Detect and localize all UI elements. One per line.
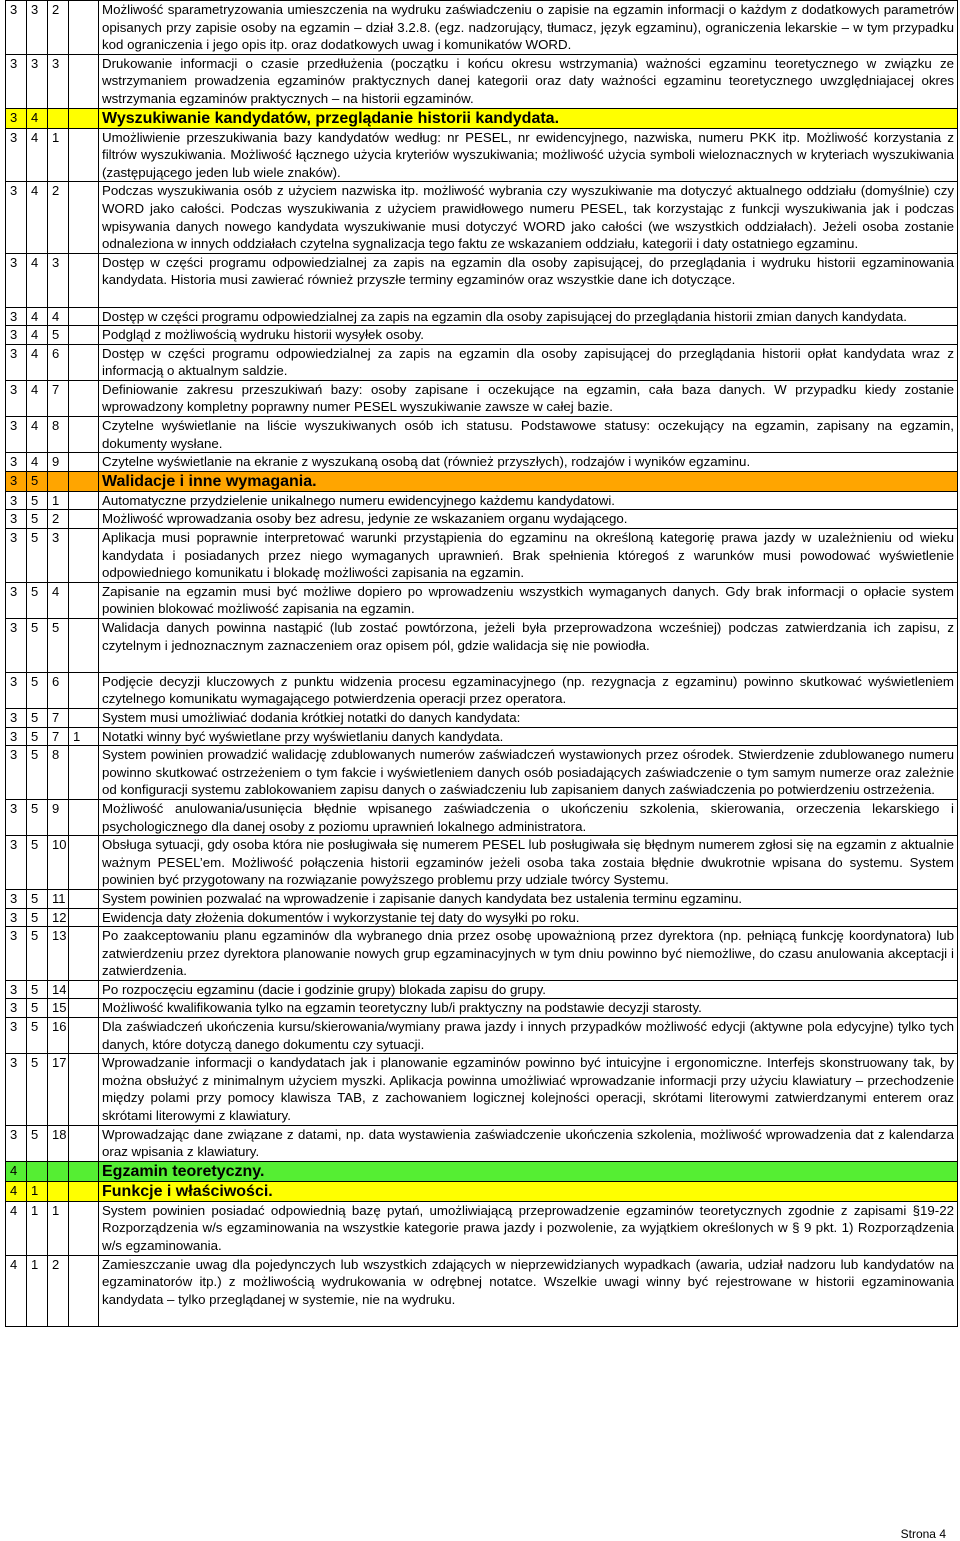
requirement-text: System powinien posiadać odpowiednią bazę pytań, umożliwiającą przeprowadzenie egzaminów teoretycznych zgodnie z zapisami §19-22 Rozporządzenia w/s egzaminowania na wszystkie kategorie prawa jazdy i pozwolenie, za wyjątkiem określonych w § 9 pkt. 1) Rozporządzenia w/s egzaminowania. [102, 1202, 954, 1253]
section-number-d [69, 1125, 99, 1161]
section-number-b: 5 [27, 672, 48, 708]
section-number-c: 9 [48, 453, 69, 472]
requirement-text: Podjęcie decyzji kluczowych z punktu widzenia procesu egzaminacyjnego (np. rezygnacja z egzaminu) powinno skutkować wyświetleniem czytelnego komunikatu wymagającego potwierdzenia operacji przez operatora. [102, 673, 954, 707]
spacer [102, 654, 954, 672]
section-number-d [69, 529, 99, 583]
requirement-text: System powinien prowadzić walidację zdublowanych numerów zaświadczeń wystawionych przez ośrodek. Stwierdzenie zdublowanego numeru powinno skutkować ostrzeżeniem o tym fakcie i wyświetleniem danych osób posiadających zaświadczenie o tym samym numerze oraz zależnie od konfiguracji systemu zablokowaniem zapisu danych o zaświadczeniu lub zapisaniem danych zaświadczenia po potwierdzeniu ostrzeżenia. [102, 747, 954, 798]
section-number-b: 4 [27, 344, 48, 380]
section-number-c: 1 [48, 128, 69, 182]
section-number-d [69, 1201, 99, 1255]
section-number-d [69, 1054, 99, 1125]
section-heading-row [6, 108, 958, 128]
section-number-b: 1 [27, 1181, 48, 1201]
table-row [6, 582, 958, 618]
section-number-c: 6 [48, 344, 69, 380]
section-number-b: 5 [27, 1054, 48, 1125]
section-number-d [69, 380, 99, 416]
section-number-d [69, 619, 99, 673]
section-number-b: 5 [27, 529, 48, 583]
requirement-text: Walidacja danych powinna nastąpić (lub zostać powtórzona, jeżeli była przeprowadzona wcześniej) podczas zatwierdzania ich zapisu, z czytelnym i jednoznacznym zaznaczeniem oraz opisem pól, gdzie walidacja się nie powiodła. [102, 620, 954, 653]
requirement-cell [99, 307, 958, 326]
section-number-c: 3 [48, 253, 69, 307]
section-number-b: 1 [27, 1255, 48, 1326]
section-number-d [69, 1018, 99, 1054]
section-number-a: 3 [6, 417, 27, 453]
section-heading-row [6, 471, 958, 491]
section-number-d [69, 708, 99, 727]
section-number-c: 10 [48, 836, 69, 890]
table-row [6, 453, 958, 472]
requirement-text: Po zaakceptowaniu planu egzaminów dla wybranego dnia przez osobę upoważnioną przez dyrektora (np. pełniącą funkcję koordynatora) lub zatwierdzeniu przez dyrektora planowanie nowych grup egzaminacyjnych w tym dniu powinno być niemożliwe, do czasu anulowania akceptacji i zatwierdzenia. [102, 928, 954, 979]
section-number-b: 5 [27, 1018, 48, 1054]
section-number-c: 16 [48, 1018, 69, 1054]
requirement-text: Obsługa sytuacji, gdy osoba która nie posługiwała się numerem PESEL lub posługiwała się błędnym numerem zgłosi się na egzamin z aktualnie ważnym PESEL’em. Możliwość połączenia historii egzaminów jeżeli osoba taka zostaia błędnie dwukrotnie wpisana do systemu. System powinien być przygotowany na rozwiązanie powyższego problemu przy udziale twórcy Systemu. [102, 837, 954, 888]
section-number-b: 3 [27, 54, 48, 108]
requirement-cell [99, 980, 958, 999]
section-number-b: 5 [27, 908, 48, 927]
table-row [6, 1054, 958, 1125]
table-row [6, 799, 958, 835]
requirement-cell [99, 491, 958, 510]
table-row [6, 1201, 958, 1255]
section-number-d [69, 108, 99, 128]
table-row [6, 326, 958, 345]
section-number-a: 3 [6, 708, 27, 727]
section-number-b: 5 [27, 980, 48, 999]
requirement-cell [99, 619, 958, 673]
section-number-c: 11 [48, 889, 69, 908]
section-number-d: 1 [69, 727, 99, 746]
table-row [6, 836, 958, 890]
section-number-c [48, 1161, 69, 1181]
requirement-cell [99, 54, 958, 108]
section-number-b: 5 [27, 491, 48, 510]
requirement-text: Możliwość anulowania/usunięcia błędnie wpisanego zaświadczenia o ukończeniu szkolenia, skierowania, orzeczenia lekarskiego i psychologicznego dla danej osoby z poziomu uprawnień lokalnego administratora. [102, 800, 954, 834]
page-number: Strona 4 [900, 1527, 946, 1541]
section-number-b [27, 1161, 48, 1181]
section-number-c: 5 [48, 326, 69, 345]
section-number-c: 9 [48, 799, 69, 835]
section-number-c: 1 [48, 1201, 69, 1255]
requirement-cell [99, 708, 958, 727]
spacer [102, 289, 954, 307]
requirement-text: Definiowanie zakresu przeszukiwań bazy: osoby zapisane i oczekujące na egzamin, cała baza danych. W przypadku kiedy zostanie wprowadzony kompletny poprawny numer PESEL wyszukiwanie zawsze w całej bazie. [102, 381, 954, 415]
requirement-cell [99, 529, 958, 583]
section-number-d [69, 908, 99, 927]
section-number-c: 5 [48, 619, 69, 673]
section-number-c: 7 [48, 708, 69, 727]
section-number-c: 2 [48, 1, 69, 55]
requirement-text: Wprowadzając dane związane z datami, np. data wystawienia zaświadczenie ukończenia szkolenia, możliwość wprowadzenia dat z kalendarza oraz wpisania z klawiatury. [102, 1126, 954, 1160]
table-row [6, 253, 958, 307]
table-row [6, 128, 958, 182]
table-row [6, 708, 958, 727]
section-number-a: 3 [6, 344, 27, 380]
section-number-b: 5 [27, 1125, 48, 1161]
section-number-d [69, 1, 99, 55]
section-number-a: 3 [6, 510, 27, 529]
table-row [6, 380, 958, 416]
requirement-cell [99, 128, 958, 182]
section-number-a: 3 [6, 453, 27, 472]
table-row [6, 619, 958, 673]
section-number-c: 7 [48, 727, 69, 746]
table-row [6, 999, 958, 1018]
requirement-cell [99, 727, 958, 746]
requirement-cell [99, 182, 958, 253]
requirement-text: Umożliwienie przeszukiwania bazy kandydatów według: nr PESEL, nr ewidencyjnego, nazwiska, numeru PKK itp. Możliwość korzystania z filtrów wyszukiwania. Możliwość łącznego użycia kryteriów wyszukiwania; możliwość użycia symboli wieloznacznych w kryteriach wyszukiwania (zastępującego jeden lub wiele znaków). [102, 129, 954, 180]
section-number-b: 1 [27, 1201, 48, 1255]
section-number-a: 3 [6, 927, 27, 981]
section-number-b: 5 [27, 619, 48, 673]
requirement-text: Podgląd z możliwością wydruku historii wysyłek osoby. [102, 327, 424, 343]
section-number-d [69, 927, 99, 981]
requirement-cell [99, 453, 958, 472]
section-number-a: 4 [6, 1181, 27, 1201]
requirement-cell [99, 253, 958, 307]
section-number-c: 15 [48, 999, 69, 1018]
requirement-cell [99, 999, 958, 1018]
requirement-cell [99, 672, 958, 708]
section-number-a: 3 [6, 672, 27, 708]
section-number-b: 4 [27, 108, 48, 128]
section-title: Egzamin teoretyczny. [102, 1162, 265, 1180]
section-number-b: 5 [27, 727, 48, 746]
section-number-b: 4 [27, 182, 48, 253]
section-number-d [69, 491, 99, 510]
section-number-c: 8 [48, 746, 69, 800]
section-number-c: 2 [48, 1255, 69, 1326]
spacer [102, 1308, 954, 1326]
section-number-a: 3 [6, 54, 27, 108]
section-number-a: 3 [6, 746, 27, 800]
requirement-cell [99, 1054, 958, 1125]
section-number-d [69, 471, 99, 491]
section-number-d [69, 253, 99, 307]
section-number-c: 14 [48, 980, 69, 999]
section-number-d [69, 672, 99, 708]
section-number-a: 3 [6, 128, 27, 182]
requirement-cell [99, 417, 958, 453]
table-row [6, 672, 958, 708]
requirement-text: Zapisanie na egzamin musi być możliwe dopiero po wprowadzeniu wszystkich wymaganych danych. Gdy brak informacji o opłacie system powinien blokować możliwość zapisania na egzamin. [102, 583, 954, 617]
section-number-d [69, 417, 99, 453]
table-row [6, 980, 958, 999]
section-number-c: 13 [48, 927, 69, 981]
requirement-cell [99, 908, 958, 927]
requirement-text: Czytelne wyświetlanie na ekranie z wyszukaną osobą dat (również przyszłych), rodzajów i wyników egzaminu. [102, 454, 751, 470]
section-number-d [69, 889, 99, 908]
requirement-text: Podczas wyszukiwania osób z użyciem nazwiska itp. możliwość wybrania czy wyszukiwanie ma dotyczyć aktualnego oddziału (domyślnie) czy WORD jako całości. Podczas wyszukiwania z użyciem prawidłowego numeru PESEL, tak korzystając z funkcji wyszukiwania jak i podczas wpisywania danych nowego kandydata wyszukiwanie musi dotyczyć WORD jako całości (we wszystkich oddziałach). Jeżeli osoba zostanie odnaleziona w innych oddziałach czytelna sygnalizacja tego faktu ze wskazaniem oddziału, kategorii i daty ostatniego egzaminu. [102, 183, 954, 252]
section-number-c: 6 [48, 672, 69, 708]
requirement-cell [99, 746, 958, 800]
section-heading-row [6, 1181, 958, 1201]
section-heading-row [6, 1161, 958, 1181]
section-number-c: 4 [48, 582, 69, 618]
section-number-b: 5 [27, 510, 48, 529]
section-title-cell [99, 1181, 958, 1201]
section-number-a: 3 [6, 108, 27, 128]
section-number-b: 3 [27, 1, 48, 55]
requirement-cell [99, 510, 958, 529]
section-number-b: 4 [27, 417, 48, 453]
section-title: Wyszukiwanie kandydatów, przeglądanie historii kandydata. [102, 109, 560, 127]
section-number-a: 3 [6, 999, 27, 1018]
section-number-b: 5 [27, 708, 48, 727]
requirement-text: Wprowadzanie informacji o kandydatach jak i planowanie egzaminów powinno być intuicyjne i ergonomiczne. Interfejs skonstruowany tak, by można obsłużyć z minimalnym użyciem myszki. Aplikacja powinna umożliwiać wprowadzanie informacji przy użyciu klawiatury – przechodzenie między polami przy pomocy klawisza TAB, z zachowaniem logicznej kolejności operacji, skrótami literowymi zatwierdzanymi enterem oraz skrótami literowymi z klawiatury. [102, 1055, 954, 1124]
section-number-a: 3 [6, 1125, 27, 1161]
section-number-b: 5 [27, 471, 48, 491]
section-number-a: 3 [6, 889, 27, 908]
section-number-b: 5 [27, 999, 48, 1018]
section-title: Walidacje i inne wymagania. [102, 472, 317, 490]
requirement-text: Aplikacja musi poprawnie interpretować warunki przystąpienia do egzaminu na określoną kategorię prawa jazdy w uzależnieniu od wieku kandydata i posiadanych przez niego wymaganych uprawnień. Brak spełnienia któregoś z warunków musi powodować wyświetlenie odpowiedniego komunikatu i blokadę możliwości zapisania na egzamin. [102, 530, 954, 581]
section-number-a: 3 [6, 182, 27, 253]
section-number-a: 4 [6, 1255, 27, 1326]
requirements-document [5, 0, 958, 1327]
table-row [6, 927, 958, 981]
section-number-d [69, 453, 99, 472]
section-number-a: 3 [6, 307, 27, 326]
section-number-a: 3 [6, 1018, 27, 1054]
table-row [6, 746, 958, 800]
table-row [6, 908, 958, 927]
requirement-cell [99, 1, 958, 55]
section-number-c: 18 [48, 1125, 69, 1161]
table-row [6, 307, 958, 326]
section-number-a: 4 [6, 1161, 27, 1181]
requirement-text: System powinien pozwalać na wprowadzenie i zapisanie danych kandydata bez ustalenia terminu egzaminu. [102, 890, 743, 906]
section-number-d [69, 1255, 99, 1326]
section-number-c: 12 [48, 908, 69, 927]
section-number-b: 5 [27, 582, 48, 618]
requirement-text: Możliwość sparametryzowania umieszczenia na wydruku zaświadczeniu o zapisie na egzamin informacji o każdym z dodatkowych parametrów opisanych przy zapisie osoby na egzamin – dział 3.2.8. (egz. nadzorujący, tłumacz, język egzaminu), ograniczenia lekarskie – w tym przypadku kod ograniczenia i jego opis itp. oraz dodatkowych uwag i komunikatów WORD. [102, 2, 954, 53]
requirement-cell [99, 1255, 958, 1326]
requirement-cell [99, 344, 958, 380]
section-number-a: 3 [6, 1054, 27, 1125]
section-number-b: 4 [27, 307, 48, 326]
section-number-b: 5 [27, 889, 48, 908]
section-number-d [69, 999, 99, 1018]
section-number-a: 3 [6, 1, 27, 55]
table-row [6, 727, 958, 746]
section-number-c: 17 [48, 1054, 69, 1125]
requirement-text: Ewidencja daty złożenia dokumentów i wykorzystanie tej daty do wysyłki po roku. [102, 909, 580, 925]
section-number-a: 3 [6, 727, 27, 746]
requirement-cell [99, 799, 958, 835]
section-number-b: 4 [27, 380, 48, 416]
section-number-d [69, 54, 99, 108]
section-number-b: 4 [27, 326, 48, 345]
section-number-d [69, 307, 99, 326]
section-number-c: 7 [48, 380, 69, 416]
section-number-a: 3 [6, 799, 27, 835]
section-number-b: 4 [27, 253, 48, 307]
section-number-b: 5 [27, 836, 48, 890]
section-number-a: 4 [6, 1201, 27, 1255]
section-number-d [69, 510, 99, 529]
requirement-text: Zamieszczanie uwag dla pojedynczych lub wszystkich zdających w nieprzewidzianych wypadkach (awaria, udział nadzoru lub kandydatów na egzaminatorów itp.) z możliwością wydrukowania w odrębnej notatce. Wszelkie uwagi winny być rejestrowane w historii egzaminowania kandydata – tylko przeglądanej w systemie, nie na wydruku. [102, 1256, 954, 1307]
section-number-a: 3 [6, 253, 27, 307]
requirement-cell [99, 1125, 958, 1161]
section-number-a: 3 [6, 491, 27, 510]
section-number-a: 3 [6, 582, 27, 618]
section-number-c [48, 1181, 69, 1201]
requirement-text: Automatyczne przydzielenie unikalnego numeru ewidencyjnego każdemu kandydatowi. [102, 492, 615, 508]
requirement-text: Drukowanie informacji o czasie przedłużenia (początku i końcu okresu wstrzymania) ważności egzaminu teoretycznego w związku ze wstrzymaniem prowadzenia egzaminów praktycznych danej kategorii oraz daty ważności egzaminu teoretycznego uwzględniajacej okres wstrzymania egzaminów praktycznych – na historii egzaminów. [102, 55, 954, 106]
table-row [6, 344, 958, 380]
section-title-cell [99, 108, 958, 128]
section-number-b: 5 [27, 927, 48, 981]
requirement-text: Możliwość wprowadzania osoby bez adresu, jedynie ze wskazaniem organu wydającego. [102, 511, 628, 527]
requirement-text: Notatki winny być wyświetlane przy wyświetlaniu danych kandydata. [102, 728, 504, 744]
section-title-cell [99, 471, 958, 491]
section-number-a: 3 [6, 471, 27, 491]
table-row [6, 1255, 958, 1326]
requirement-text: Dostęp w części programu odpowiedzialnej za zapis na egzamin dla osoby zapisującej, do przeglądania i wydruku historii egzaminowania kandydata. Historia musi zawierać również przyszłe terminy egzaminów oraz wszystkie dane ich dotyczące. [102, 254, 954, 288]
table-row [6, 889, 958, 908]
section-number-d [69, 182, 99, 253]
section-number-b: 4 [27, 453, 48, 472]
section-number-d [69, 344, 99, 380]
requirement-cell [99, 927, 958, 981]
section-number-c: 1 [48, 491, 69, 510]
section-number-d [69, 980, 99, 999]
section-number-a: 3 [6, 619, 27, 673]
requirement-cell [99, 1201, 958, 1255]
section-number-c: 3 [48, 529, 69, 583]
section-title-cell [99, 1161, 958, 1181]
section-number-c [48, 108, 69, 128]
table-row [6, 417, 958, 453]
section-number-d [69, 746, 99, 800]
requirement-cell [99, 1018, 958, 1054]
section-number-c: 2 [48, 182, 69, 253]
section-number-b: 4 [27, 128, 48, 182]
requirement-cell [99, 582, 958, 618]
section-number-d [69, 582, 99, 618]
section-title: Funkcje i właściwości. [102, 1182, 273, 1200]
table-row [6, 1125, 958, 1161]
section-number-d [69, 836, 99, 890]
table-row [6, 1018, 958, 1054]
requirement-text: Możliwość kwalifikowania tylko na egzamin teoretyczny lub/i praktyczny na podstawie decyzji starosty. [102, 1000, 702, 1016]
requirement-text: Dostęp w części programu odpowiedzialnej za zapis na egzamin dla osoby zapisującej do przeglądania historii opłat kandydata wraz z informacją o aktualnym saldzie. [102, 345, 954, 379]
requirement-cell [99, 889, 958, 908]
section-number-d [69, 1161, 99, 1181]
section-number-d [69, 1181, 99, 1201]
section-number-a: 3 [6, 836, 27, 890]
requirement-text: Dostęp w części programu odpowiedzialnej za zapis na egzamin dla osoby zapisującej do przeglądania historii zmian danych kandydata. [102, 308, 907, 324]
section-number-c [48, 471, 69, 491]
requirement-text: Dla zaświadczeń ukończenia kursu/skierowania/wymiany prawa jazdy i innych przypadków możliwość edycji (aktywne pola edycyjne) tylko tych danych, które dotyczą danego dokumentu czy sytuacji. [102, 1019, 954, 1052]
requirement-text: System musi umożliwiać dodania krótkiej notatki do danych kandydata: [102, 709, 521, 725]
section-number-b: 5 [27, 746, 48, 800]
section-number-a: 3 [6, 380, 27, 416]
table-row [6, 1, 958, 55]
section-number-c: 3 [48, 54, 69, 108]
requirement-text: Po rozpoczęciu egzaminu (dacie i godzinie grupy) blokada zapisu do grupy. [102, 981, 546, 997]
table-row [6, 54, 958, 108]
section-number-a: 3 [6, 908, 27, 927]
section-number-a: 3 [6, 529, 27, 583]
requirement-cell [99, 326, 958, 345]
table-row [6, 510, 958, 529]
section-number-a: 3 [6, 980, 27, 999]
requirements-table [5, 0, 958, 1327]
section-number-c: 8 [48, 417, 69, 453]
requirement-cell [99, 380, 958, 416]
table-row [6, 182, 958, 253]
section-number-c: 2 [48, 510, 69, 529]
section-number-d [69, 326, 99, 345]
section-number-d [69, 799, 99, 835]
section-number-a: 3 [6, 326, 27, 345]
section-number-c: 4 [48, 307, 69, 326]
table-row [6, 529, 958, 583]
table-row [6, 491, 958, 510]
requirement-cell [99, 836, 958, 890]
section-number-b: 5 [27, 799, 48, 835]
requirement-text: Czytelne wyświetlanie na liście wyszukiwanych osób ich statusu. Podstawowe statusy: oczekujący na egzamin, zapisany na egzamin, dokumenty wysłane. [102, 418, 954, 451]
section-number-d [69, 128, 99, 182]
